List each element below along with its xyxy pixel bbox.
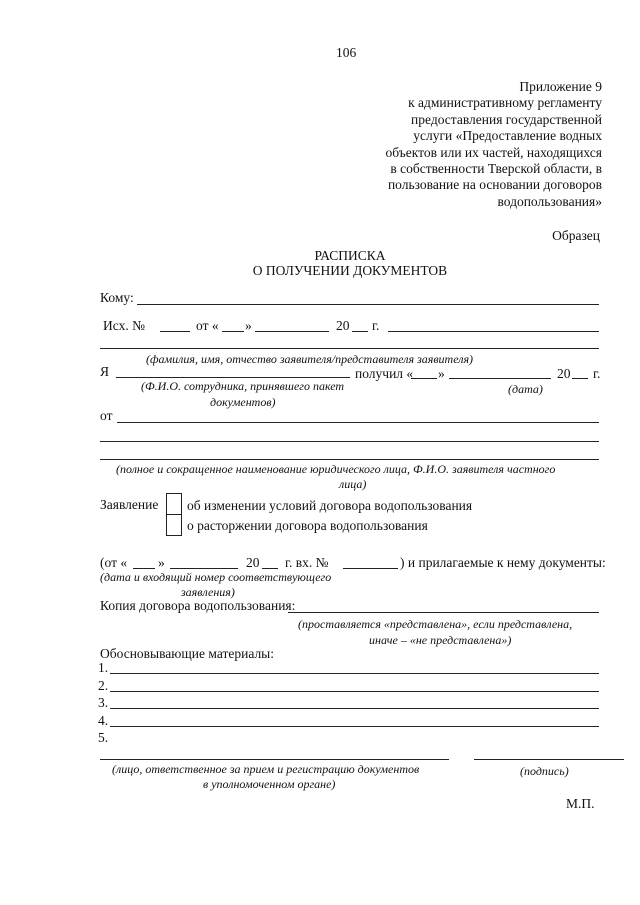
checkbox-terminate[interactable] bbox=[166, 514, 182, 536]
stamp-place: М.П. bbox=[566, 796, 595, 811]
caption-contract-2: иначе – «не представлена») bbox=[369, 633, 512, 647]
material-number: 2. bbox=[98, 678, 109, 693]
from-label: от bbox=[100, 408, 113, 423]
appendix-line: услуги «Предоставление водных bbox=[413, 128, 602, 144]
material-field-3[interactable] bbox=[110, 708, 599, 709]
material-field-1[interactable] bbox=[110, 673, 599, 674]
ref-year-prefix: 20 bbox=[246, 555, 260, 570]
responsible-person-field[interactable] bbox=[100, 759, 449, 760]
caption-employee-1: (Ф.И.О. сотрудника, принявшего пакет bbox=[141, 379, 345, 393]
ref-day-field[interactable] bbox=[133, 568, 155, 569]
out-year-prefix: 20 bbox=[336, 318, 350, 333]
caption-legal-1: (полное и сокращенное наименование юридического лица, Ф.И.О. заявителя частного bbox=[116, 462, 556, 476]
signature-field[interactable] bbox=[474, 759, 624, 760]
out-year-field[interactable] bbox=[352, 331, 368, 332]
received-quote-close: » bbox=[438, 366, 445, 381]
caption-signature: (подпись) bbox=[520, 764, 569, 778]
ref-year-tail: г. вх. № bbox=[285, 555, 329, 570]
out-extra-field[interactable] bbox=[388, 331, 599, 332]
ref-number-field[interactable] bbox=[343, 568, 398, 569]
doc-title-line2: О ПОЛУЧЕНИИ ДОКУМЕНТОВ bbox=[252, 263, 448, 278]
caption-contract-1: (проставляется «представлена», если представлена, bbox=[298, 617, 573, 631]
caption-date: (дата) bbox=[508, 382, 543, 396]
appendix-line: объектов или их частей, находящихся bbox=[385, 144, 602, 160]
appendix-line: Приложение 9 bbox=[519, 79, 602, 94]
ref-month-field[interactable] bbox=[170, 568, 238, 569]
out-date-open: от « bbox=[196, 318, 219, 333]
contract-copy-field[interactable] bbox=[288, 612, 599, 613]
appendix-line: к административному регламенту bbox=[408, 95, 602, 111]
caption-responsible-1: (лицо, ответственное за прием и регистрацию документов bbox=[112, 762, 420, 776]
received-day-field[interactable] bbox=[411, 378, 437, 379]
appendix-line: пользование на основании договоров bbox=[387, 177, 602, 193]
received-label: получил « bbox=[355, 366, 414, 381]
received-year-prefix: 20 bbox=[557, 366, 571, 381]
option-change-label: об изменении условий договора водопользования bbox=[187, 498, 473, 513]
materials-label: Обосновывающие материалы: bbox=[100, 646, 275, 661]
i-label: Я bbox=[100, 364, 110, 379]
page-number: 106 bbox=[336, 45, 357, 60]
appendix-line: предоставления государственной bbox=[411, 111, 602, 127]
ref-quote-close: » bbox=[158, 555, 165, 570]
out-number-label: Исх. № bbox=[103, 318, 145, 333]
out-date-close: » bbox=[245, 318, 252, 333]
statement-label: Заявление bbox=[100, 497, 159, 512]
received-year-field[interactable] bbox=[572, 378, 588, 379]
received-year-suffix: г. bbox=[593, 366, 601, 381]
caption-employee-2: документов) bbox=[210, 395, 276, 409]
appendix-line: водопользования» bbox=[497, 193, 602, 209]
contract-copy-label: Копия договора водопользования: bbox=[100, 598, 296, 613]
appendix-block bbox=[386, 79, 602, 210]
out-number-field[interactable] bbox=[160, 331, 190, 332]
material-number: 3. bbox=[98, 695, 109, 710]
doc-title-line1: РАСПИСКА bbox=[314, 248, 386, 263]
caption-legal-2: лица) bbox=[339, 477, 367, 491]
checkbox-change[interactable] bbox=[166, 493, 182, 515]
caption-applicant: (фамилия, имя, отчество заявителя/представителя заявителя) bbox=[146, 352, 474, 366]
received-month-field[interactable] bbox=[449, 378, 551, 379]
to-label: Кому: bbox=[100, 290, 134, 305]
from-field-1[interactable] bbox=[117, 422, 599, 423]
appendix-line: в собственности Тверской области, в bbox=[390, 161, 602, 177]
caption-ref-1: (дата и входящий номер соответствующего bbox=[100, 570, 332, 584]
material-number: 5. bbox=[98, 730, 109, 745]
material-number: 4. bbox=[98, 713, 109, 728]
to-field[interactable] bbox=[137, 304, 599, 305]
option-terminate-label: о расторжении договора водопользования bbox=[187, 518, 428, 533]
material-field-4[interactable] bbox=[110, 726, 599, 727]
employee-name-field[interactable] bbox=[116, 377, 350, 378]
ref-tail: ) и прилагаемые к нему документы: bbox=[400, 555, 606, 570]
material-field-2[interactable] bbox=[110, 691, 599, 692]
out-month-field[interactable] bbox=[255, 331, 329, 332]
from-field-3[interactable] bbox=[100, 459, 599, 460]
from-field-2[interactable] bbox=[100, 441, 599, 442]
ref-year-field[interactable] bbox=[262, 568, 278, 569]
out-year-suffix: г. bbox=[372, 318, 380, 333]
ref-open: (от « bbox=[100, 555, 128, 570]
material-number: 1. bbox=[98, 660, 109, 675]
applicant-name-field[interactable] bbox=[100, 348, 599, 349]
caption-responsible-2: в уполномоченном органе) bbox=[203, 777, 336, 791]
out-day-field[interactable] bbox=[222, 331, 244, 332]
caption-ref-2: заявления) bbox=[181, 585, 235, 599]
sample-label: Образец bbox=[552, 228, 600, 243]
